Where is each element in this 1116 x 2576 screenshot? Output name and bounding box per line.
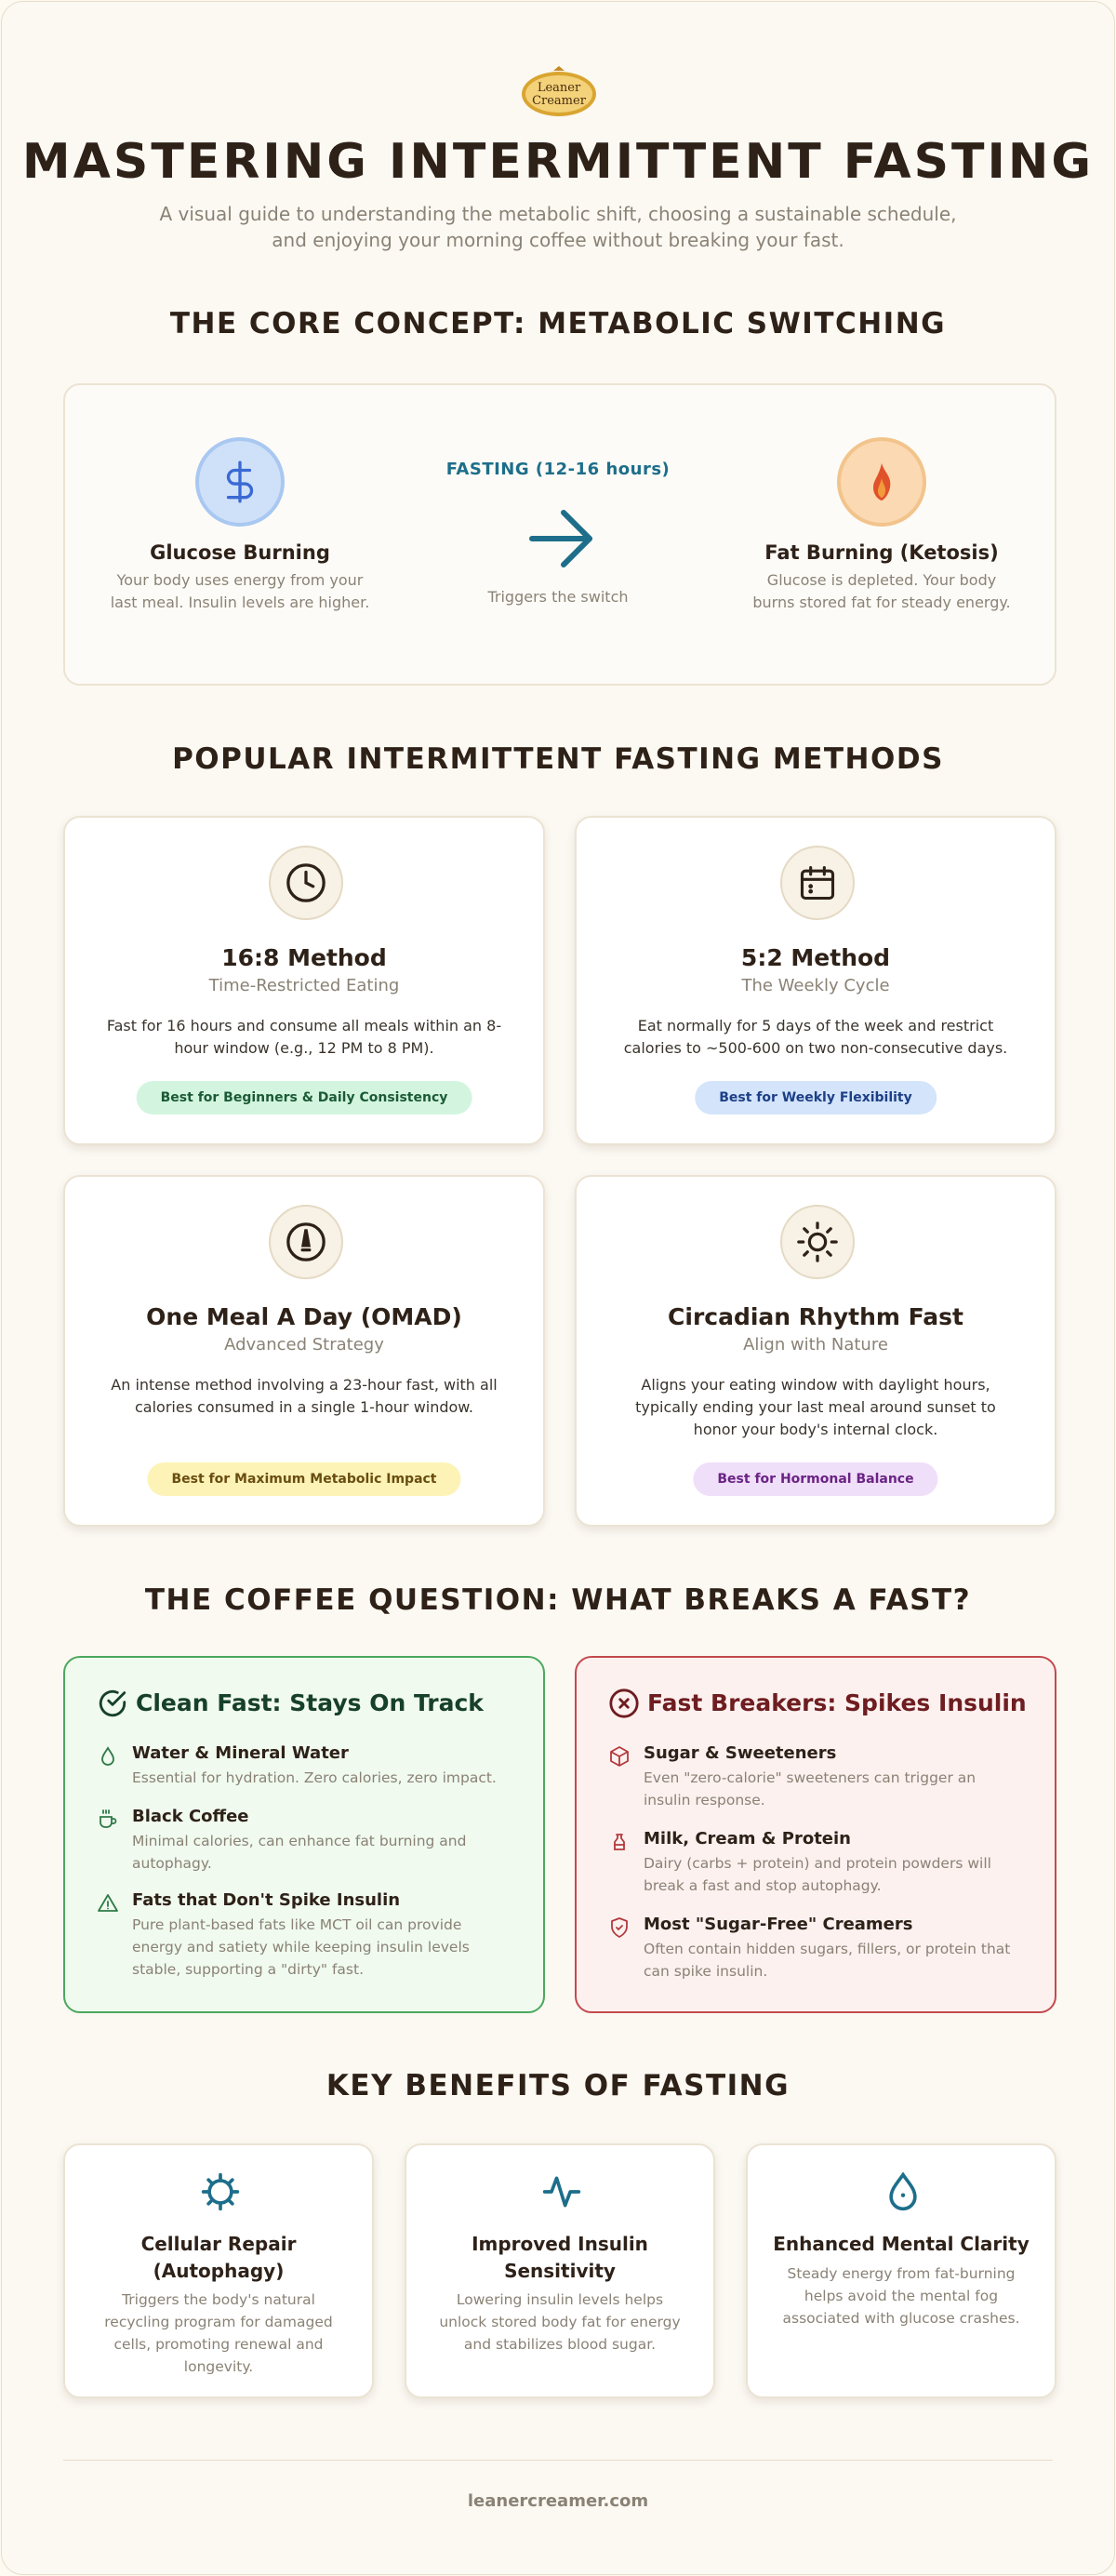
method-badge: Best for Hormonal Balance <box>693 1462 937 1496</box>
leaner-creamer-logo <box>520 65 598 119</box>
benefit-title: Improved Insulin Sensitivity <box>472 2233 648 2282</box>
breaker-item-text: Even "zero-calorie" sweeteners can trigger an insulin response. <box>644 1769 976 1809</box>
method-title: One Meal A Day (OMAD) <box>146 1303 462 1330</box>
fasting-label: FASTING (12-16 hours) <box>445 460 671 479</box>
gear-icon <box>200 2171 241 2212</box>
breaker-item-title: Milk, Cream & Protein <box>644 1829 851 1849</box>
check-circle-icon <box>97 1688 128 1719</box>
benefit-card-autophagy <box>63 2143 374 2398</box>
page-subtitle: A visual guide to understanding the metabolic shift, choosing a sustainable schedule, and enjoying your morning coffee without breaking your fast. <box>159 203 957 251</box>
benefit-text: Steady energy from fat-burning helps avoid the mental fog associated with glucose crashes. <box>782 2265 1020 2327</box>
fast-breakers-heading: Fast Breakers: Spikes Insulin <box>647 1689 1027 1716</box>
benefit-title: Enhanced Mental Clarity <box>773 2233 1030 2255</box>
method-card-circadian <box>575 1175 1056 1527</box>
droplet-icon <box>883 2171 923 2212</box>
glucose-circle <box>195 437 285 527</box>
clean-item-water <box>97 1743 515 1789</box>
clean-item-text: Essential for hydration. Zero calories, zero impact. <box>132 1769 497 1786</box>
arrow-right-icon <box>526 506 597 571</box>
method-subtitle: Time-Restricted Eating <box>208 976 400 995</box>
method-icon-circle <box>780 846 855 920</box>
fat-burning-circle <box>837 437 926 527</box>
method-card-16-8 <box>63 816 545 1145</box>
warning-icon <box>97 1892 119 1915</box>
method-description: Fast for 16 hours and consume all meals within an 8-hour window (e.g., 12 PM to 8 PM). <box>106 1017 502 1057</box>
method-title: Circadian Rhythm Fast <box>668 1303 963 1330</box>
benefits-title: KEY BENEFITS OF FASTING <box>326 2069 790 2102</box>
breaker-item-creamers <box>608 1915 1027 1982</box>
infographic-page <box>1 1 1115 2575</box>
breaker-item-text: Often contain hidden sugars, fillers, or protein that can spike insulin. <box>644 1941 1011 1980</box>
method-description: Aligns your eating window with daylight hours, typically ending your last meal around sunset to honor your body's internal clock. <box>635 1376 996 1438</box>
breaker-item-text: Dairy (carbs + protein) and protein powders will break a fast and stop autophagy. <box>644 1855 991 1894</box>
fat-burning-text: Glucose is depleted. Your body burns stored fat for steady energy. <box>752 571 1011 611</box>
method-card-omad <box>63 1175 545 1527</box>
page-title: MASTERING INTERMITTENT FASTING <box>21 134 1095 190</box>
svg-text:Leaner: Leaner <box>537 81 581 95</box>
breaker-item-title: Sugar & Sweeteners <box>644 1743 837 1763</box>
footer-divider <box>63 2460 1053 2461</box>
method-subtitle: Advanced Strategy <box>224 1335 384 1355</box>
benefit-card-clarity <box>746 2143 1056 2398</box>
method-badge: Best for Beginners & Daily Consistency <box>137 1081 472 1114</box>
compass-icon <box>285 1221 327 1263</box>
x-circle-icon <box>608 1688 640 1719</box>
sun-icon <box>796 1221 839 1263</box>
trigger-caption: Triggers the switch <box>487 588 629 606</box>
clean-item-title: Water & Mineral Water <box>132 1743 349 1763</box>
flame-icon <box>866 461 897 502</box>
core-concept-title: THE CORE CONCEPT: METABOLIC SWITCHING <box>169 307 947 340</box>
svg-text:Creamer: Creamer <box>532 94 586 108</box>
method-subtitle: Align with Nature <box>743 1335 888 1355</box>
shield-icon <box>608 1916 631 1939</box>
breaker-item-sugar <box>608 1743 1027 1811</box>
methods-title: POPULAR INTERMITTENT FASTING METHODS <box>172 742 944 776</box>
benefit-text: Triggers the body's natural recycling program for damaged cells, promoting renewal and longevity. <box>104 2291 333 2375</box>
calendar-icon <box>797 862 838 903</box>
clean-item-title: Fats that Don't Spike Insulin <box>132 1890 401 1910</box>
clean-fast-panel <box>63 1656 545 2013</box>
breaker-item-milk <box>608 1829 1027 1897</box>
glucose-column <box>105 541 375 614</box>
fat-burning-title: Fat Burning (Ketosis) <box>764 541 999 564</box>
method-badge: Best for Maximum Metabolic Impact <box>147 1462 460 1496</box>
method-badge: Best for Weekly Flexibility <box>695 1081 937 1114</box>
benefit-card-insulin <box>405 2143 715 2398</box>
clean-item-coffee <box>97 1807 515 1875</box>
clean-item-text: Pure plant-based fats like MCT oil can provide energy and satiety while keeping insulin levels stable, supporting a "dirty" fast. <box>132 1916 470 1978</box>
cube-icon <box>608 1745 631 1768</box>
pulse-icon <box>541 2171 582 2212</box>
dollar-icon <box>217 459 263 505</box>
method-icon-circle <box>269 1205 343 1279</box>
method-description: An intense method involving a 23-hour fast, with all calories consumed in a single 1-hour window. <box>111 1376 498 1416</box>
method-card-5-2 <box>575 816 1056 1145</box>
coffee-title: THE COFFEE QUESTION: WHAT BREAKS A FAST? <box>144 1583 972 1617</box>
clock-icon <box>285 861 327 904</box>
glucose-title: Glucose Burning <box>150 541 330 564</box>
clean-item-fats <box>97 1890 515 1981</box>
fat-burning-column <box>747 541 1016 614</box>
benefit-title: Cellular Repair (Autophagy) <box>140 2233 297 2282</box>
method-subtitle: The Weekly Cycle <box>741 976 890 995</box>
clean-item-text: Minimal calories, can enhance fat burning and autophagy. <box>132 1833 467 1872</box>
breaker-item-title: Most "Sugar-Free" Creamers <box>644 1915 913 1934</box>
milk-icon <box>608 1831 631 1853</box>
droplet-icon <box>97 1745 119 1768</box>
method-title: 16:8 Method <box>221 944 387 971</box>
metabolic-switch-panel <box>63 383 1056 686</box>
method-icon-circle <box>780 1205 855 1279</box>
fast-breakers-panel <box>575 1656 1056 2013</box>
method-icon-circle <box>269 846 343 920</box>
coffee-cup-icon <box>97 1809 119 1831</box>
benefit-text: Lowering insulin levels helps unlock stored body fat for energy and stabilizes blood sugar. <box>439 2291 681 2353</box>
clean-item-title: Black Coffee <box>132 1807 249 1826</box>
method-description: Eat normally for 5 days of the week and restrict calories to ~500-600 on two non-consecutive days. <box>623 1017 1008 1057</box>
clean-fast-heading: Clean Fast: Stays On Track <box>136 1689 484 1716</box>
glucose-text: Your body uses energy from your last meal. Insulin levels are higher. <box>110 571 370 611</box>
footer-site-link[interactable]: leanercreamer.com <box>467 2491 649 2511</box>
method-title: 5:2 Method <box>740 944 891 971</box>
